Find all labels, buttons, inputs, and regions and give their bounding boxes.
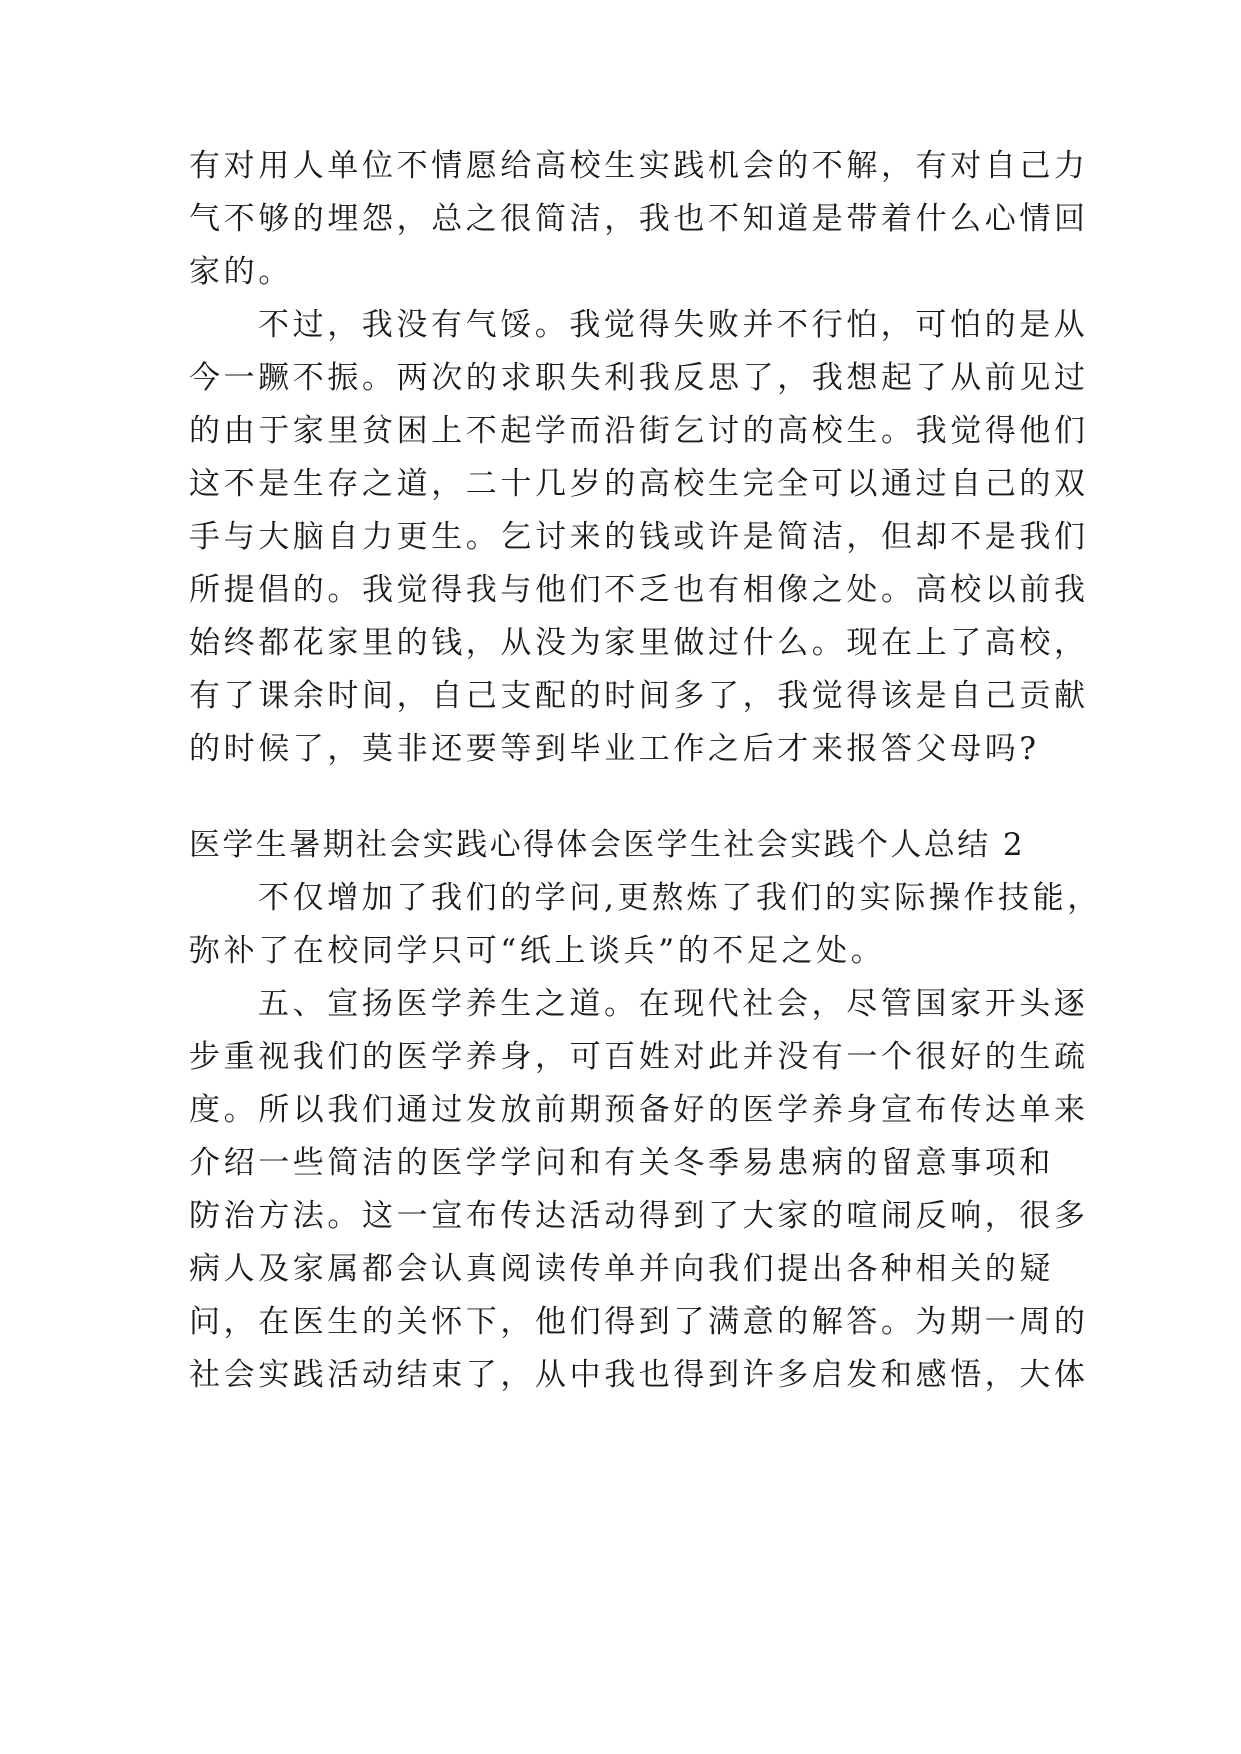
text-line: 家的。 — [189, 254, 293, 290]
text-line: 所提倡的。我觉得我与他们不乏也有相像之处。高校以前我 — [189, 572, 1089, 608]
text-line: 度。所以我们通过发放前期预备好的医学养身宣布传达单来 — [189, 1092, 1089, 1128]
section-heading: 医学生暑期社会实践心得体会医学生社会实践个人总结 2 — [189, 827, 1025, 863]
text-line: 病人及家属都会认真阅读传单并向我们提出各种相关的疑 — [189, 1251, 1054, 1287]
text-line: 有了课余时间，自己支配的时间多了，我觉得该是自己贡献 — [189, 678, 1089, 714]
text-line: 弥补了在校同学只可“纸上谈兵”的不足之处。 — [189, 933, 886, 969]
text-line: 有对用人单位不情愿给高校生实践机会的不解，有对自己力 — [189, 148, 1089, 184]
text-line: 的由于家里贫困上不起学而沿街乞讨的高校生。我觉得他们 — [189, 413, 1089, 449]
text-line: 步重视我们的医学养身，可百姓对此并没有一个很好的生疏 — [189, 1039, 1089, 1075]
text-line: 五、宣扬医学养生之道。在现代社会，尽管国家开头逐 — [258, 986, 1089, 1022]
text-line: 问，在医生的关怀下，他们得到了满意的解答。为期一周的 — [189, 1304, 1089, 1340]
text-line: 介绍一些简洁的医学学问和有关冬季易患病的留意事项和 — [189, 1145, 1054, 1181]
text-line: 手与大脑自力更生。乞讨来的钱或许是简洁，但却不是我们 — [189, 519, 1089, 555]
text-line: 不过，我没有气馁。我觉得失败并不行怕，可怕的是从 — [258, 307, 1089, 343]
text-line: 的时候了，莫非还要等到毕业工作之后才来报答父母吗? — [189, 731, 1040, 767]
text-line: 社会实践活动结束了，从中我也得到许多启发和感悟，大体 — [189, 1357, 1089, 1393]
text-line: 今一蹶不振。两次的求职失利我反思了，我想起了从前见过 — [189, 360, 1089, 396]
text-line: 气不够的埋怨，总之很简洁，我也不知道是带着什么心情回 — [189, 201, 1089, 237]
text-line: 不仅增加了我们的学问,更熬炼了我们的实际操作技能， — [258, 880, 1102, 916]
text-line: 这不是生存之道，二十几岁的高校生完全可以通过自己的双 — [189, 466, 1089, 502]
text-line: 防治方法。这一宣布传达活动得到了大家的喧闹反响，很多 — [189, 1198, 1089, 1234]
text-line: 始终都花家里的钱，从没为家里做过什么。现在上了高校， — [189, 625, 1089, 661]
